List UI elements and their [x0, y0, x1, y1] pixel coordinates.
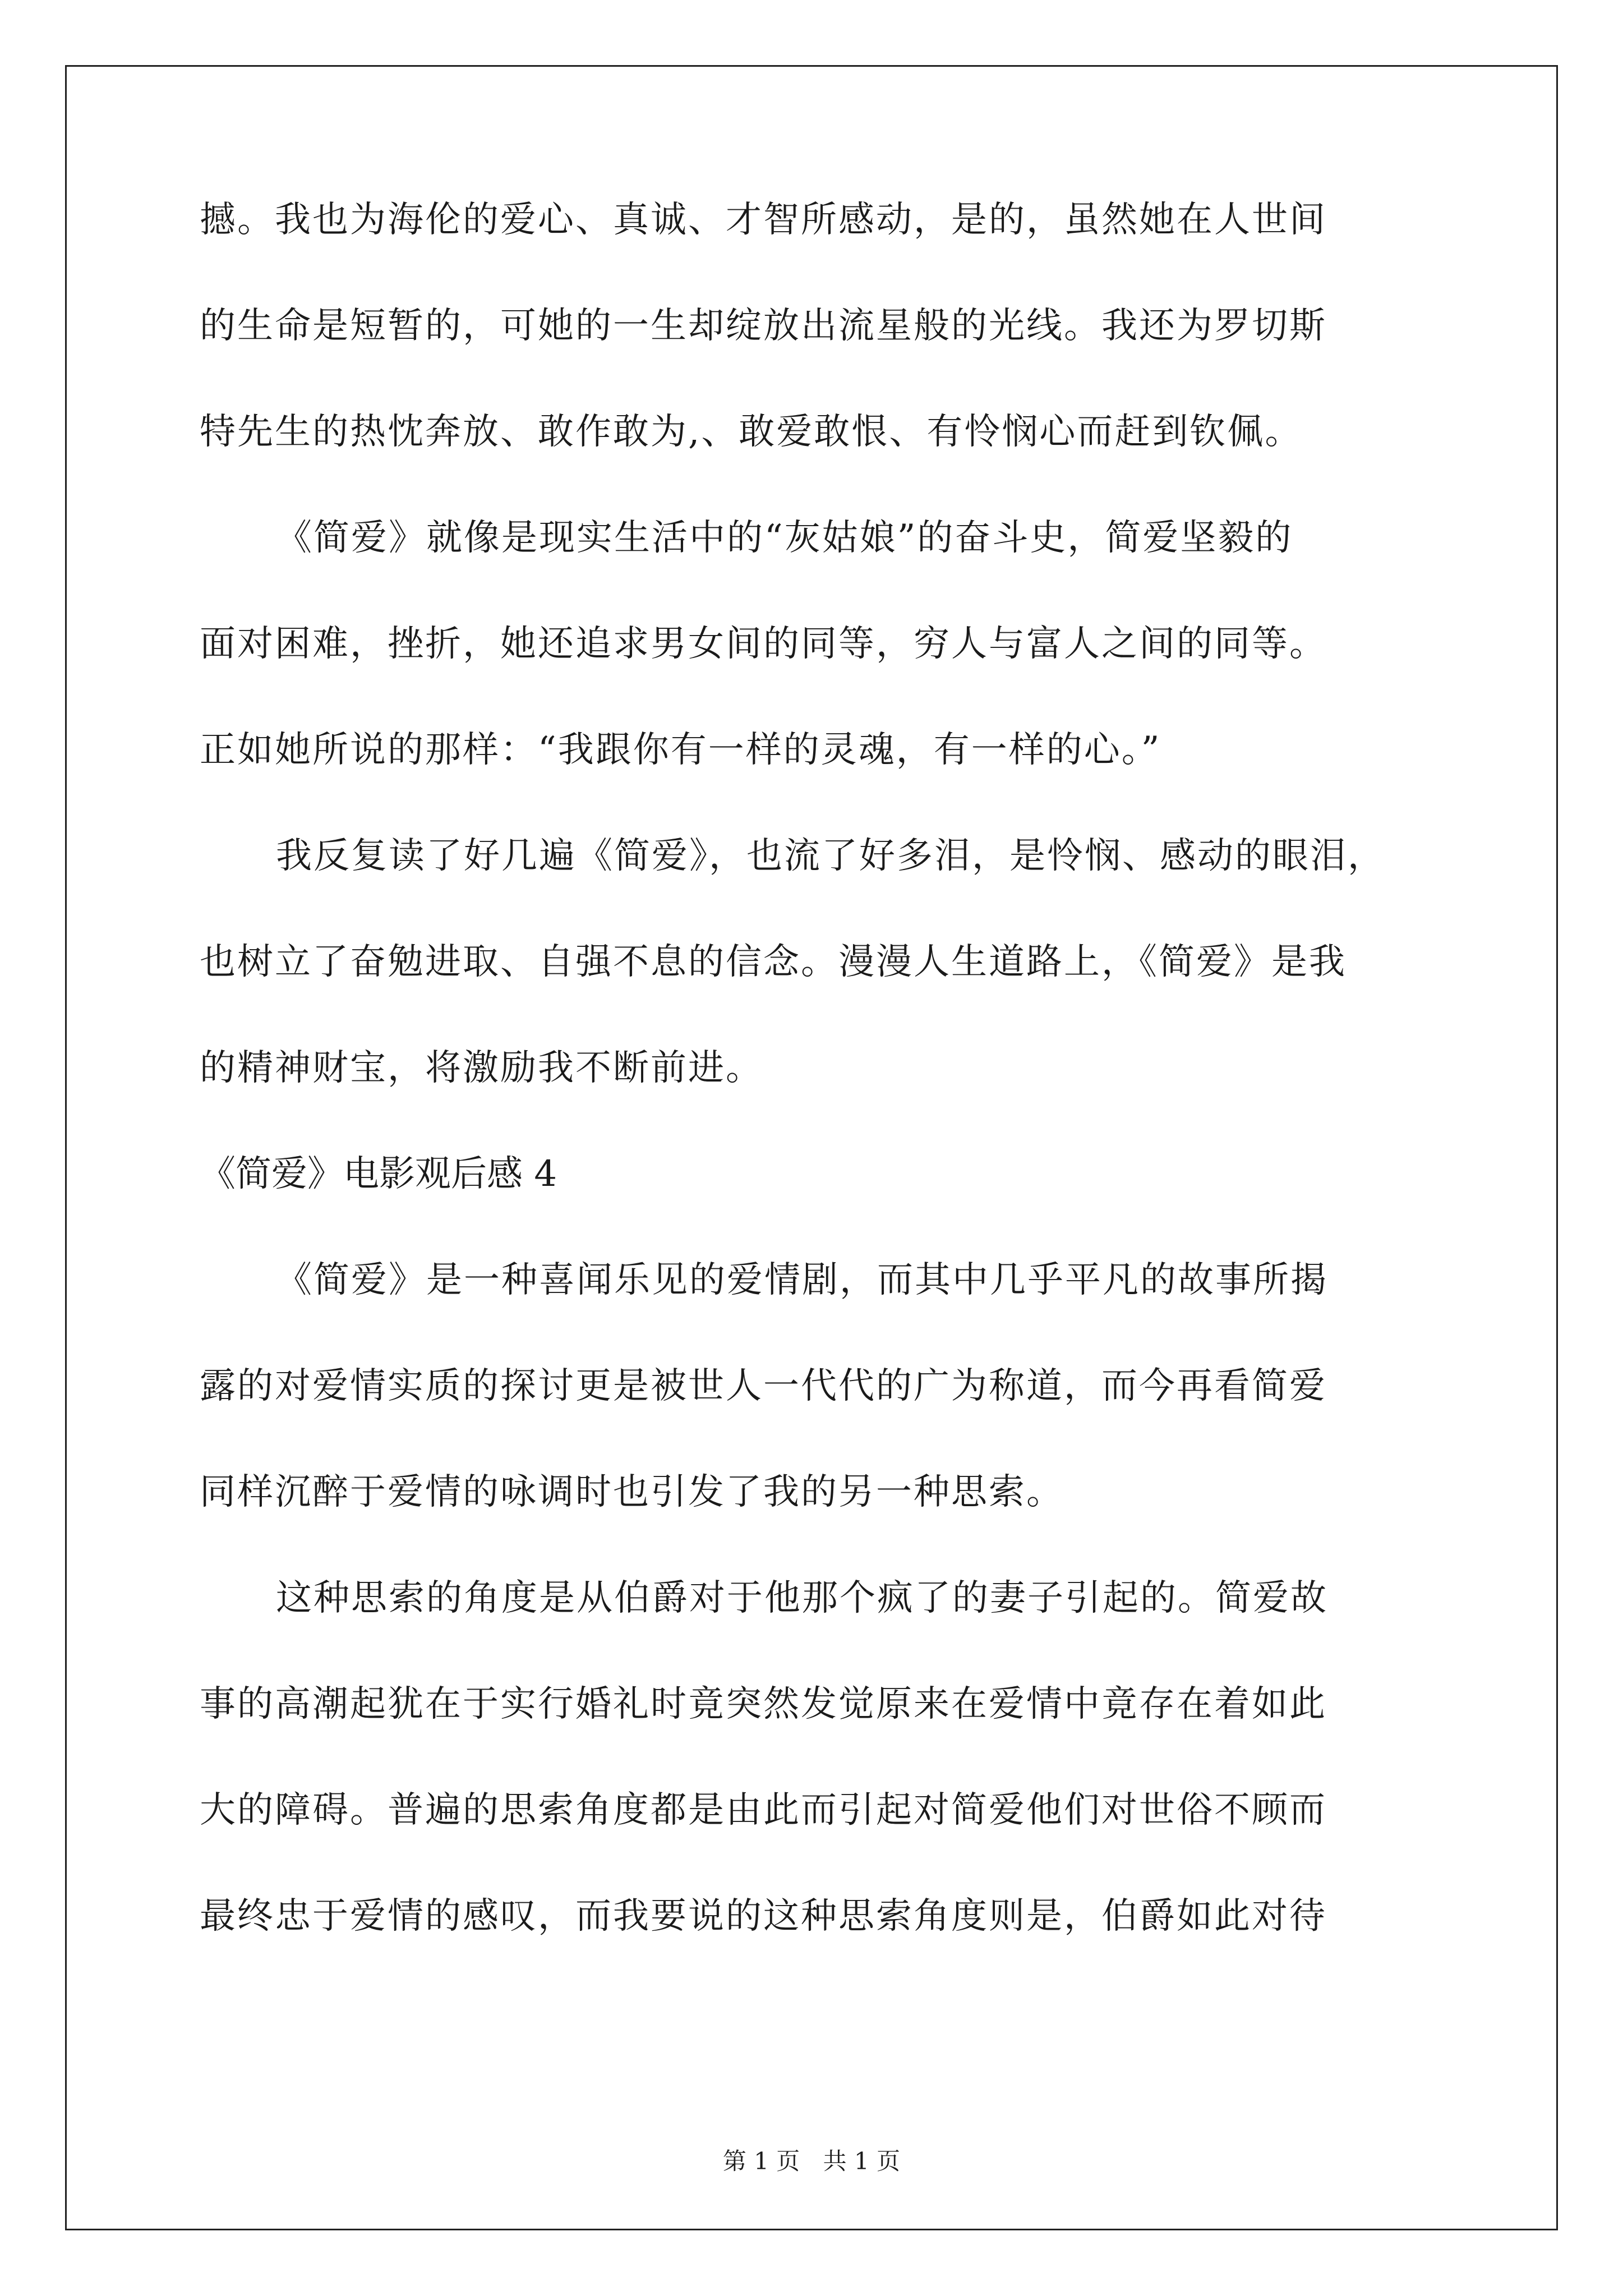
- paragraph-start-line: 我反复读了好几遍《简爱》，也流了好多泪，是怜悯、感动的眼泪，: [276, 835, 1385, 877]
- page-footer: [0, 2147, 1623, 2175]
- body-line: 正如她所说的那样：“我跟你有一样的灵魂，有一样的心。”: [200, 729, 1161, 771]
- body-line: 特先生的热忱奔放、敢作敢为,、敢爱敢恨、有怜悯心而赶到钦佩。: [200, 411, 1303, 453]
- body-line: 同样沉醉于爱情的咏调时也引发了我的另一种思索。: [200, 1471, 1064, 1513]
- paragraph-start-line: 这种思索的角度是从伯爵对于他那个疯了的妻子引起的。简爱故: [276, 1577, 1328, 1619]
- body-line: 撼。我也为海伦的爱心、真诚、才智所感动，是的，虽然她在人世间: [200, 199, 1327, 241]
- body-line: 面对困难，挫折，她还追求男女间的同等，穷人与富人之间的同等。: [200, 623, 1327, 665]
- body-line: 的生命是短暂的，可她的一生却绽放出流星般的光线。我还为罗切斯: [200, 305, 1327, 347]
- paragraph-start-line: 《简爱》是一种喜闻乐见的爱情剧，而其中几乎平凡的故事所揭: [276, 1259, 1328, 1301]
- section-heading: 《简爱》电影观后感 4: [200, 1153, 557, 1195]
- document-body: [200, 199, 1428, 2004]
- page-number: 第 1 页: [722, 2147, 800, 2175]
- paragraph-start-line: 《简爱》就像是现实生活中的“灰姑娘”的奋斗史，简爱坚毅的: [276, 517, 1293, 559]
- body-line: 最终忠于爱情的感叹，而我要说的这种思索角度则是，伯爵如此对待: [200, 1895, 1327, 1937]
- body-line: 的精神财宝，将激励我不断前进。: [200, 1047, 763, 1089]
- body-line: 露的对爱情实质的探讨更是被世人一代代的广为称道，而今再看简爱: [200, 1365, 1327, 1407]
- body-line: 事的高潮起犹在于实行婚礼时竟突然发觉原来在爱情中竟存在着如此: [200, 1683, 1327, 1725]
- body-line: 大的障碍。普遍的思索角度都是由此而引起对简爱他们对世俗不顾而: [200, 1789, 1327, 1831]
- body-line: 也树立了奋勉进取、自强不息的信念。漫漫人生道路上，《简爱》是我: [200, 941, 1347, 983]
- page-count: 共 1 页: [823, 2147, 901, 2175]
